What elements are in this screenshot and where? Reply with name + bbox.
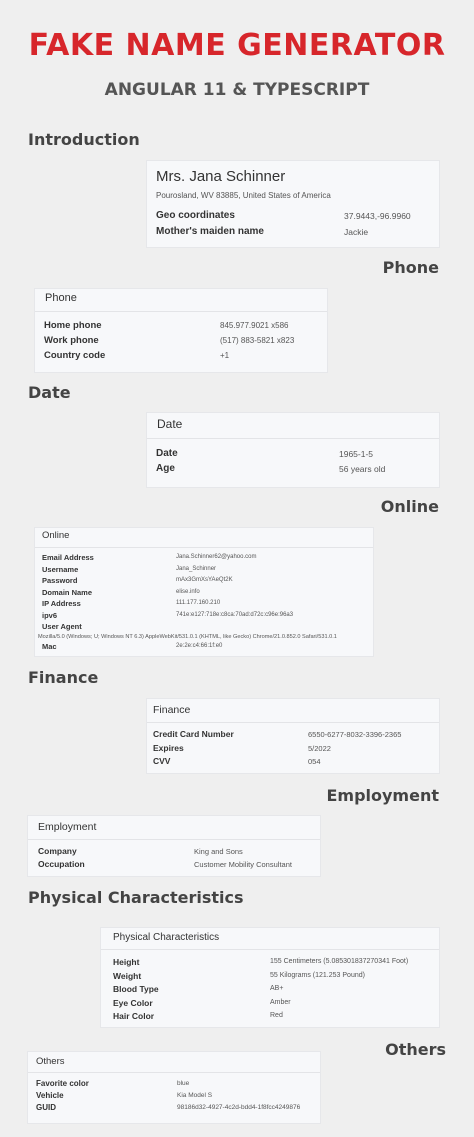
card-title: Finance (147, 699, 439, 723)
row-label: Date (156, 448, 178, 459)
row-value: 111.177.160.210 (176, 600, 221, 606)
row-value: Red (270, 1012, 283, 1019)
row-label: IP Address (42, 599, 81, 608)
row-label: Credit Card Number (153, 729, 234, 739)
section-heading-finance: Finance (28, 668, 99, 687)
row-value: (517) 883-5821 x823 (220, 336, 295, 345)
row-label: Age (156, 463, 175, 474)
card-title: Employment (28, 816, 320, 840)
online-card (35, 528, 373, 656)
row-label: Work phone (44, 335, 99, 346)
user-agent-value: Mozilla/5.0 (Windows; U; Windows NT 6.3) AppleWebKit/531.0.1 (KHTML, like Gecko) Chrome/21.0.852.0 Safari/531.0.1 (38, 634, 337, 640)
finance-card (147, 699, 439, 773)
row-value: 741e:e127:718e:c8ca:70ad:d72c:c96e:96a3 (176, 611, 294, 618)
row-label: Height (113, 957, 140, 967)
section-heading-others: Others (385, 1040, 446, 1059)
row-label: CVV (153, 756, 171, 766)
row-value: AB+ (270, 985, 284, 992)
introduction-card (147, 161, 439, 247)
row-value: 55 Kilograms (121.253 Pound) (270, 971, 365, 979)
card-title: Physical Characteristics (101, 928, 439, 950)
section-heading-online: Online (380, 497, 439, 516)
row-label: Blood Type (113, 984, 159, 994)
section-heading-physical: Physical Characteristics (28, 888, 244, 907)
row-label: ipv6 (42, 610, 58, 620)
row-value: Jackie (344, 227, 369, 237)
row-value: 6550-6277-8032-3396-2365 (308, 730, 402, 739)
row-value: 37.9443,-96.9960 (344, 211, 411, 221)
row-label: Geo coordinates (156, 210, 235, 221)
row-label: Username (42, 564, 79, 574)
row-value: 1965-1-5 (339, 449, 374, 459)
row-label: Occupation (38, 859, 85, 869)
row-label: Home phone (44, 320, 102, 331)
row-label: Company (38, 846, 77, 856)
row-label: Hair Color (113, 1011, 155, 1021)
row-value: Customer Mobility Consultant (194, 860, 292, 869)
row-label: Expires (153, 742, 184, 753)
page-subtitle: ANGULAR 11 & TYPESCRIPT (104, 80, 370, 100)
row-value: King and Sons (194, 847, 243, 856)
row-value: 5/2022 (308, 743, 331, 753)
row-label: Email Address (42, 553, 94, 562)
row-label: Domain Name (42, 587, 93, 597)
row-value: 2e:2e:c4:66:1f:e0 (176, 643, 223, 649)
person-address: Pourosland, WV 83885, United States of America (156, 191, 331, 200)
section-heading-phone: Phone (382, 258, 439, 277)
card-title: Phone (35, 289, 327, 312)
date-card (147, 413, 439, 487)
row-label: User Agent (42, 622, 82, 631)
section-heading-employment: Employment (326, 786, 439, 805)
row-value: 98186d32-4927-4c2d-bdd4-1f8fcc4249876 (177, 1104, 301, 1111)
card-title: Online (35, 528, 373, 548)
row-label: Password (42, 576, 78, 585)
section-heading-introduction: Introduction (28, 130, 140, 149)
row-value: Jana.Schinner62@yahoo.com (176, 554, 257, 560)
row-value: 155 Centimeters (5.085301837270341 Foot) (270, 958, 409, 965)
row-value: Kia Model S (177, 1092, 213, 1099)
row-value: Amber (270, 998, 291, 1006)
employment-card (28, 816, 320, 876)
row-label: Mother's maiden name (156, 226, 264, 237)
page-title: FAKE NAME GENERATOR (28, 28, 446, 63)
row-value: elise.info (176, 588, 200, 595)
physical-card (101, 928, 439, 1027)
card-title: Date (147, 413, 439, 439)
row-label: Favorite color (36, 1079, 89, 1088)
row-label: Mac (42, 642, 57, 651)
row-label: Eye Color (113, 997, 153, 1008)
row-label: GUID (36, 1103, 56, 1112)
row-value: Jana_Schinner (176, 565, 217, 572)
card-title: Others (28, 1052, 320, 1073)
row-label: Weight (113, 970, 142, 981)
row-value: 054 (308, 757, 321, 766)
row-value: blue (177, 1080, 190, 1087)
phone-card (35, 289, 327, 372)
row-label: Vehicle (36, 1091, 64, 1100)
person-name: Mrs. Jana Schinner (156, 168, 286, 185)
row-label: Country code (44, 350, 106, 361)
section-heading-date: Date (28, 383, 71, 402)
row-value: 845.977.9021 x586 (220, 321, 289, 330)
others-card (28, 1052, 320, 1123)
row-value: +1 (220, 351, 230, 360)
row-value: mAx3GmXsYAeQt2K (176, 577, 233, 583)
row-value: 56 years old (339, 464, 386, 474)
